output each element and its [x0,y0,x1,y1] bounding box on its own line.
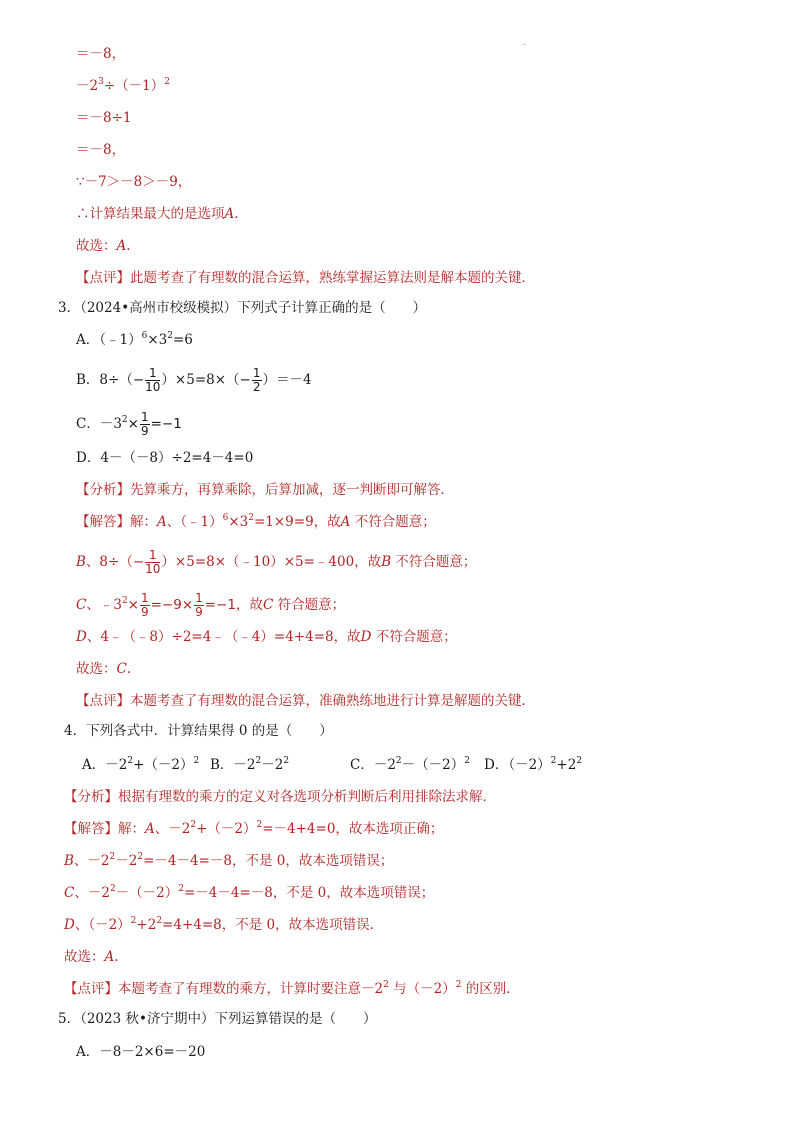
fraction: $\frac{1}{10}$ [145,548,161,576]
q4-analysis: 【分析】根据有理数的乘方的定义对各选项分析判断后利用排除法求解． [64,789,496,805]
step-line: ∵－7＞－8＞－9， [76,174,192,190]
q4-solution-a: 【解答】解：A、$-2^2+(-2)^2=-4+4=0$，故本选项正确； [64,819,444,837]
q3-option-b: B．8÷（− $\frac{1}{10}$ ）×5=8×（− $\frac{1}{2}$ ）＝－4 [76,366,312,394]
question-4-stem: 4．下列各式中．计算结果得 0 的是（ ） [64,723,333,739]
q3-comment: 【点评】本题考查了有理数的混合运算，准确熟练地进行计算是解题的关键． [76,693,535,709]
q3-analysis: 【分析】先算乘方，再算乘除，后算加减，逐一判断即可解答． [76,482,454,498]
step-line: ＝－8， [76,46,126,62]
q4-solution-b: B、$-2^2-2^2=-4-4=-8$，不是 0，故本选项错误； [64,851,394,869]
step-line: ＝－8÷1 [76,110,132,126]
q3-answer: 故选：C. [76,661,132,677]
question-3-stem: 3．（2024•高州市校级模拟）下列式子计算正确的是（ ） [58,300,427,316]
fraction: $\frac{1}{9}$ [140,591,149,619]
q3-solution-d: D、4﹣（﹣8）÷2=4﹣（﹣4）=4+4=8，故D 不符合题意； [76,629,457,645]
q4-solution-d: D、$(-2)^2+2^2=4+4=8$，不是 0，故本选项错误． [64,915,384,933]
q4-option-c: C．$-2^2-(-2)^2$ [350,755,470,773]
answer-line: 故选：A. [76,238,131,254]
question-5-stem: 5．（2023 秋•济宁期中）下列运算错误的是（ ） [58,1011,377,1027]
q4-option-d: D．$(-2)^2+2^2$ [484,755,583,773]
q4-solution-c: C、$-2^2-(-2)^2=-4-4=-8$，不是 0，故本选项错误； [64,883,435,901]
page-speck [524,44,525,45]
q4-option-b: B．$-2^2-2^2$ [210,755,290,773]
step-line: ＝－8， [76,142,126,158]
fraction: $\frac{1}{9}$ [140,410,149,438]
q3-option-d: D．4－（－8）÷2=4－4=0 [76,450,254,466]
q3-solution-b: B、8÷（− $\frac{1}{10}$ ）×5=8×（﹣10）×5=﹣400，故B 不符合题意； [76,548,477,576]
q4-answer: 故选：A. [64,949,119,965]
q4-comment: 【点评】本题考查了有理数的乘方，计算时要注意$-2^2$ 与$(-2)^2$ 的区别． [64,979,520,997]
q3-solution-a: 【解答】解：A、$(﹣1)^6\times 3^2=1\times 9=9$，故A 不符合题意； [76,512,436,530]
q5-option-a: A．－8－2×6=－20 [76,1044,206,1060]
fraction: $\frac{1}{9}$ [195,591,203,619]
q3-solution-c: C、$﹣3^2\times$ $\frac{1}{9}$ =−9× $\frac{1}{9}$ =−1，故C 符合题意； [76,591,346,619]
fraction: $\frac{1}{10}$ [145,366,161,394]
q4-option-a: A．$-2^2+(-2)^2$ [82,755,200,773]
q3-option-a: A．$(﹣1)^6\times 3^2=6$ [76,330,193,348]
q3-option-c: C．$-3^2\times$ $\frac{1}{9}$ =−1 [76,410,182,438]
conclusion-line: ∴计算结果最大的是选项A. [76,206,239,222]
comment-line: 【点评】此题考查了有理数的混合运算，熟练掌握运算法则是解本题的关键． [76,270,535,286]
step-line: $-2^3\div(-1)^2$ [76,76,170,94]
fraction: $\frac{1}{2}$ [252,366,261,394]
